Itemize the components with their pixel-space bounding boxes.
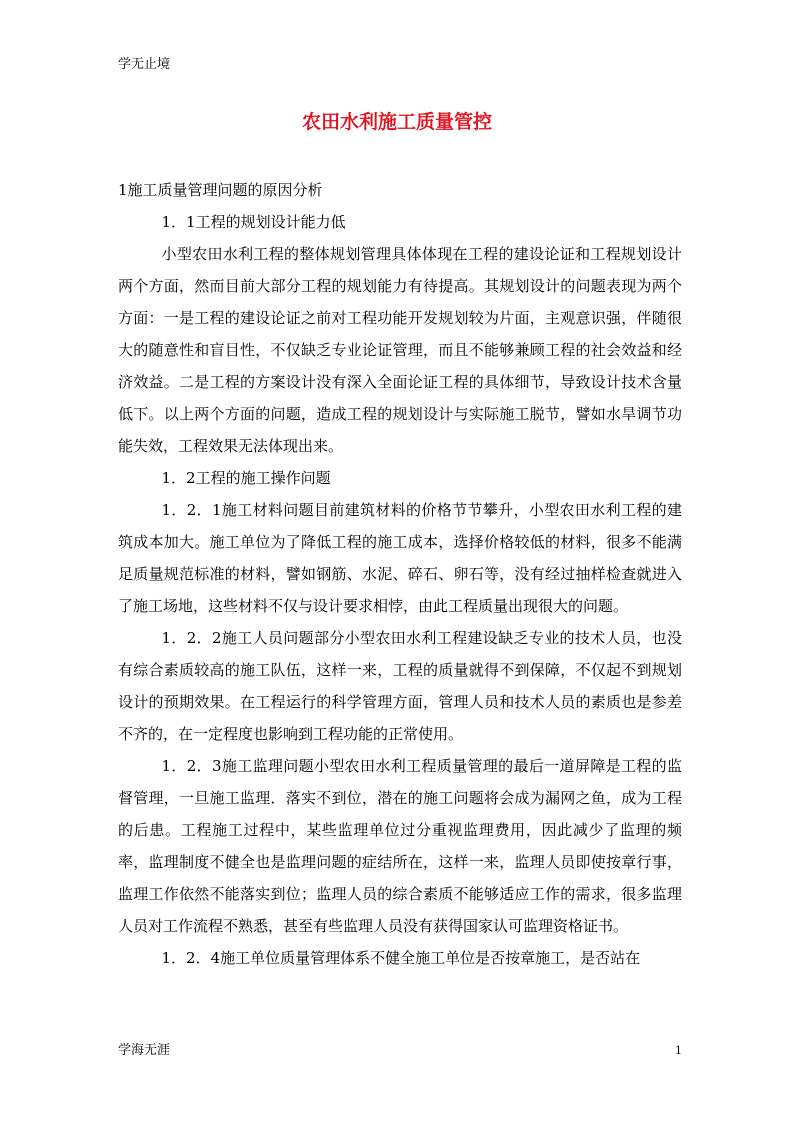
body-paragraph: 1．2．3施工监理问题小型农田水利工程质量管理的最后一道屏障是工程的监督管理，一旦施工监理．落实不到位，潜在的施工问题将会成为漏网之鱼，成为工程的后患。工程施工过程中，某些监理单位过分重视监理费用，因此减少了监理的频率，监理制度不健全也是监理问题的症结所在，这样一来，监理人员即使按章行事，监理工作依然不能落实到位；监理人员的综合素质不能够适应工作的需求，很多监理人员对工作流程不熟悉，甚至有些监理人员没有获得国家认可监理资格证书。 [118, 757, 682, 935]
document-title: 农田水利施工质量管控 [301, 111, 492, 133]
subsection-heading-1-1: 1．1工程的规划设计能力低 [161, 213, 346, 231]
page-footer: 学海无涯 [118, 1043, 171, 1058]
body-paragraph: 1．2．4施工单位质量管理体系不健全施工单位是否按章施工，是否站在 [161, 949, 641, 967]
section-heading-1: 1施工质量管理问题的原因分析 [118, 181, 323, 199]
body-paragraph: 小型农田水利工程的整体规划管理具体体现在工程的建设论证和工程规划设计两个方面，然而目前大部分工程的规划能力有待提高。其规划设计的问题表现为两个方面：一是工程的建设论证之前对工程功能开发规划较为片面，主观意识强，伴随很大的随意性和盲目性，不仅缺乏专业论证管理，而且不能够兼顾工程的社会效益和经济效益。二是工程的方案设计没有深入全面论证工程的具体细节，导致设计技术含量低下。以上两个方面的问题，造成工程的规划设计与实际施工脱节，譬如水旱调节功能失效，工程效果无法体现出来。 [118, 245, 682, 455]
subsection-heading-1-2: 1．2工程的施工操作问题 [161, 469, 331, 487]
body-paragraph: 1．2．1施工材料问题目前建筑材料的价格节节攀升，小型农田水利工程的建筑成本加大。施工单位为了降低工程的施工成本，选择价格较低的材料，很多不能满足质量规范标准的材料，譬如钢筋、水泥、碎石、卵石等，没有经过抽样检查就进入了施工场地，这些材料不仅与设计要求相悖，由此工程质量出现很大的问题。 [118, 501, 682, 615]
body-paragraph: 1．2．2施工人员问题部分小型农田水利工程建设缺乏专业的技术人员，也没有综合素质较高的施工队伍，这样一来，工程的质量就得不到保障，不仅起不到规划设计的预期效果。在工程运行的科学管理方面，管理人员和技术人员的素质也是参差不齐的，在一定程度也影响到工程功能的正常使用。 [118, 629, 682, 743]
page-header: 学无止境 [118, 57, 171, 72]
page-number: 1 [675, 1044, 682, 1057]
document-body [118, 174, 682, 974]
